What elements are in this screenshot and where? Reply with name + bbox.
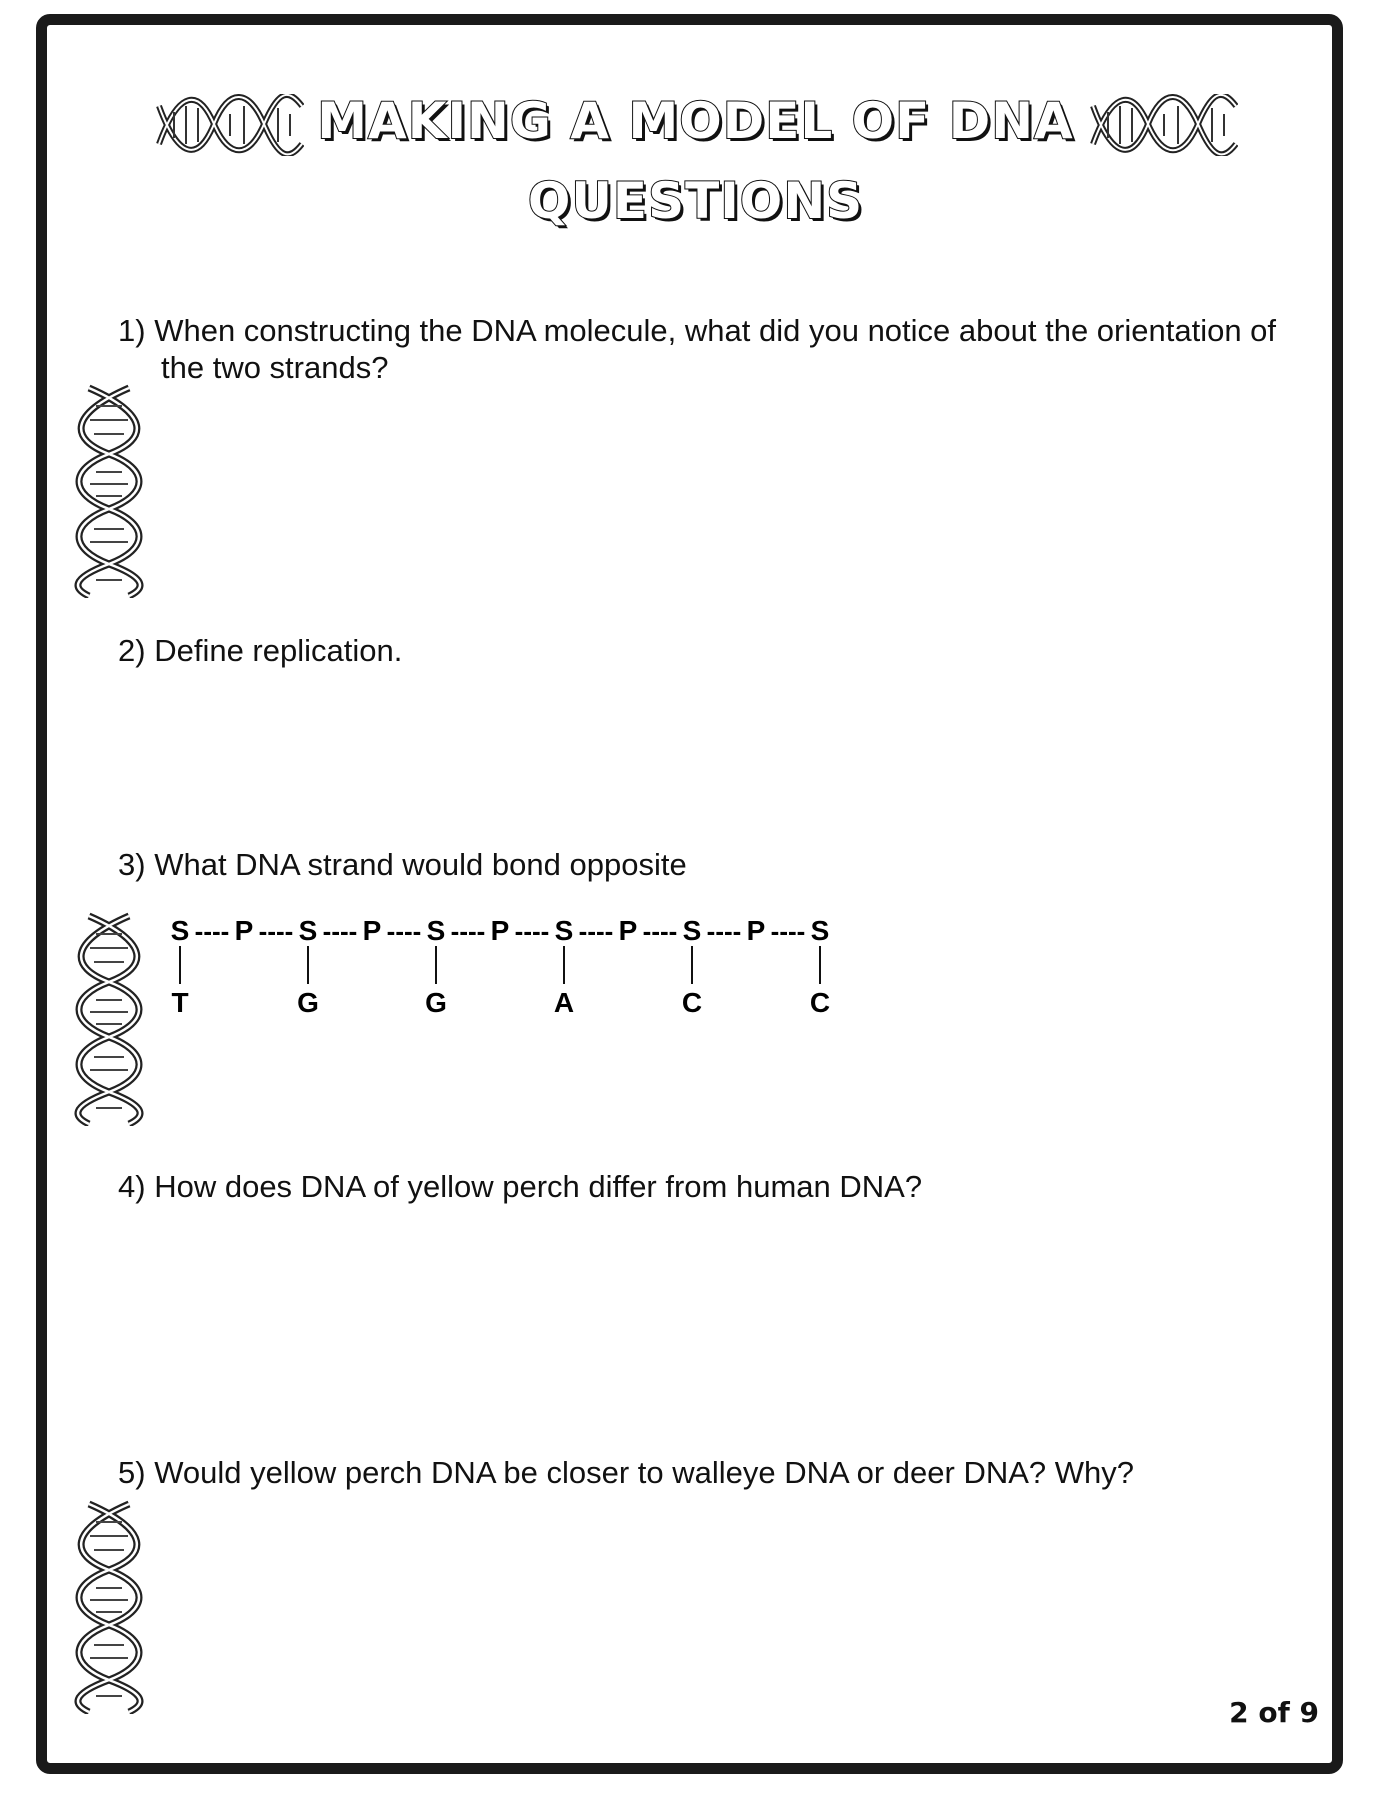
page-border [36,14,1343,1774]
question-number: 3) [118,847,146,882]
phosphate-label: P [746,915,766,946]
base-label: C [681,987,703,1016]
dna-helix-icon [74,912,144,1126]
bond-dashes: ---- [514,916,550,946]
question-4 [118,1168,1318,1205]
phosphate-label: P [234,915,254,946]
dna-strand-diagram [166,906,866,1016]
base-label: C [809,987,831,1016]
base-label: G [297,987,319,1016]
question-text: What DNA strand would bond opposite [154,847,687,882]
bond-dashes: ---- [322,916,358,946]
bond-dashes: ---- [450,916,486,946]
bond-dashes: ---- [386,916,422,946]
question-text-continuation: the two strands? [161,350,389,385]
question-number: 5) [118,1455,146,1490]
sugar-label: S [426,915,446,946]
question-text: How does DNA of yellow perch differ from human DNA? [154,1169,923,1204]
bond-dashes: ---- [706,916,742,946]
question-text: Define replication. [154,633,403,668]
question-3 [118,846,1318,883]
sugar-label: S [554,915,574,946]
bond-dashes: ---- [258,916,294,946]
question-number: 4) [118,1169,146,1204]
question-text: Would yellow perch DNA be closer to walleye DNA or deer DNA? Why? [154,1455,1134,1490]
sugar-label: S [682,915,702,946]
question-number: 1) [118,313,146,348]
base-label: G [425,987,447,1016]
page-title: MAKING A MODEL OF DNA [317,92,1074,150]
page-number: 2 of 9 [1229,1696,1319,1729]
phosphate-label: P [362,915,382,946]
sugar-label: S [810,915,830,946]
bond-dashes: ---- [578,916,614,946]
phosphate-label: P [618,915,638,946]
dna-helix-icon [74,1500,144,1714]
question-2 [118,632,1318,669]
dna-helix-icon [74,384,144,598]
question-5 [118,1454,1318,1491]
question-1 [118,312,1318,386]
page-subtitle: QUESTIONS [527,172,864,230]
question-text: When constructing the DNA molecule, what did you notice about the orientation of [154,313,1277,348]
bond-dashes: ---- [642,916,678,946]
base-label: A [553,987,575,1016]
question-number: 2) [118,633,146,668]
bond-dashes: ---- [770,916,806,946]
base-label: T [171,987,189,1016]
bond-dashes: ---- [194,916,230,946]
phosphate-label: P [490,915,510,946]
sugar-label: S [298,915,318,946]
sugar-label: S [170,915,190,946]
